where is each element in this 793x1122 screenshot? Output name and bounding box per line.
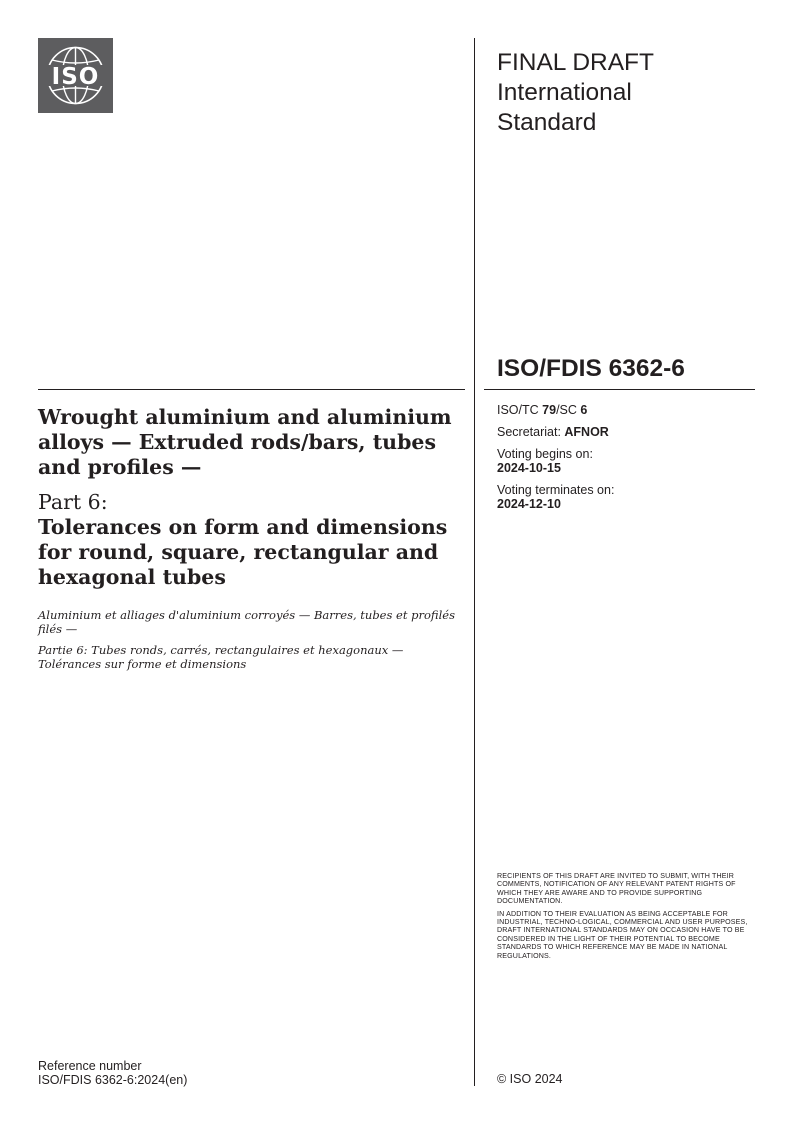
draft-notice bbox=[497, 872, 755, 964]
french-part-title: Partie 6: Tubes ronds, carrés, rectangulaires et hexagonaux — Tolérances sur forme et dimensions bbox=[38, 643, 404, 671]
document-reference: ISO/FDIS 6362-6 bbox=[497, 355, 685, 382]
notice-paragraph-2: IN ADDITION TO THEIR EVALUATION AS BEING ACCEPTABLE FOR INDUSTRIAL, TECHNO-LOGICAL, COMMERCIAL AND USER PURPOSES, DRAFT INTERNATIONAL STANDARDS MAY ON OCCASION HAVE TO BE CONSIDERED IN THE LIGHT OF THEIR POTENTIAL TO BECOME STANDARDS TO WHICH REFERENCE MAY BE MADE IN NATIONAL REGULATIONS. bbox=[497, 909, 748, 960]
document-stage-title bbox=[497, 48, 757, 138]
horizontal-divider-left bbox=[38, 389, 465, 390]
part-label: Part 6: bbox=[38, 490, 108, 514]
reference-number bbox=[38, 1060, 187, 1087]
logo-text: ISO bbox=[51, 64, 100, 90]
notice-paragraph-1: RECIPIENTS OF THIS DRAFT ARE INVITED TO SUBMIT, WITH THEIR COMMENTS, NOTIFICATION OF ANY RELEVANT PATENT RIGHTS OF WHICH THEY ARE AWARE AND TO PROVIDE SUPPORTING DOCUMENTATION. bbox=[497, 872, 736, 906]
globe-icon bbox=[38, 38, 113, 113]
secretariat-value: AFNOR bbox=[564, 425, 609, 439]
voting-begins bbox=[497, 447, 757, 475]
reference-value: ISO/FDIS 6362-6:2024(en) bbox=[38, 1072, 188, 1087]
voting-ends-date: 2024-12-10 bbox=[497, 497, 561, 511]
reference-label: Reference number bbox=[38, 1059, 142, 1073]
sc-number: 6 bbox=[580, 403, 588, 417]
french-main-title: Aluminium et alliages d'aluminium corroyés — Barres, tubes et profilés filés — bbox=[38, 608, 455, 636]
iso-logo bbox=[38, 38, 113, 113]
stage-line-1: FINAL DRAFT bbox=[497, 49, 654, 76]
part-title: Tolerances on form and dimensions for round, square, rectangular and hexagonal tubes bbox=[38, 515, 448, 589]
horizontal-divider-right bbox=[484, 389, 755, 390]
tc-prefix: ISO/TC bbox=[497, 403, 543, 417]
sc-prefix: /SC bbox=[556, 403, 581, 417]
committee-line bbox=[497, 403, 757, 417]
main-title: Wrought aluminium and aluminium alloys — Extruded rods/bars, tubes and profiles — bbox=[38, 405, 452, 479]
secretariat-label: Secretariat: bbox=[497, 425, 565, 439]
voting-ends bbox=[497, 483, 757, 511]
committee-info bbox=[497, 403, 757, 519]
copyright: © ISO 2024 bbox=[497, 1072, 563, 1086]
stage-line-3: Standard bbox=[497, 109, 597, 136]
vertical-divider bbox=[474, 38, 475, 1086]
secretariat-line bbox=[497, 425, 757, 439]
tc-number: 79 bbox=[542, 403, 557, 417]
voting-begins-date: 2024-10-15 bbox=[497, 461, 561, 475]
voting-begins-label: Voting begins on: bbox=[497, 447, 593, 461]
standard-title-block bbox=[38, 405, 458, 671]
voting-ends-label: Voting terminates on: bbox=[497, 483, 615, 497]
stage-line-2: International bbox=[497, 79, 632, 106]
